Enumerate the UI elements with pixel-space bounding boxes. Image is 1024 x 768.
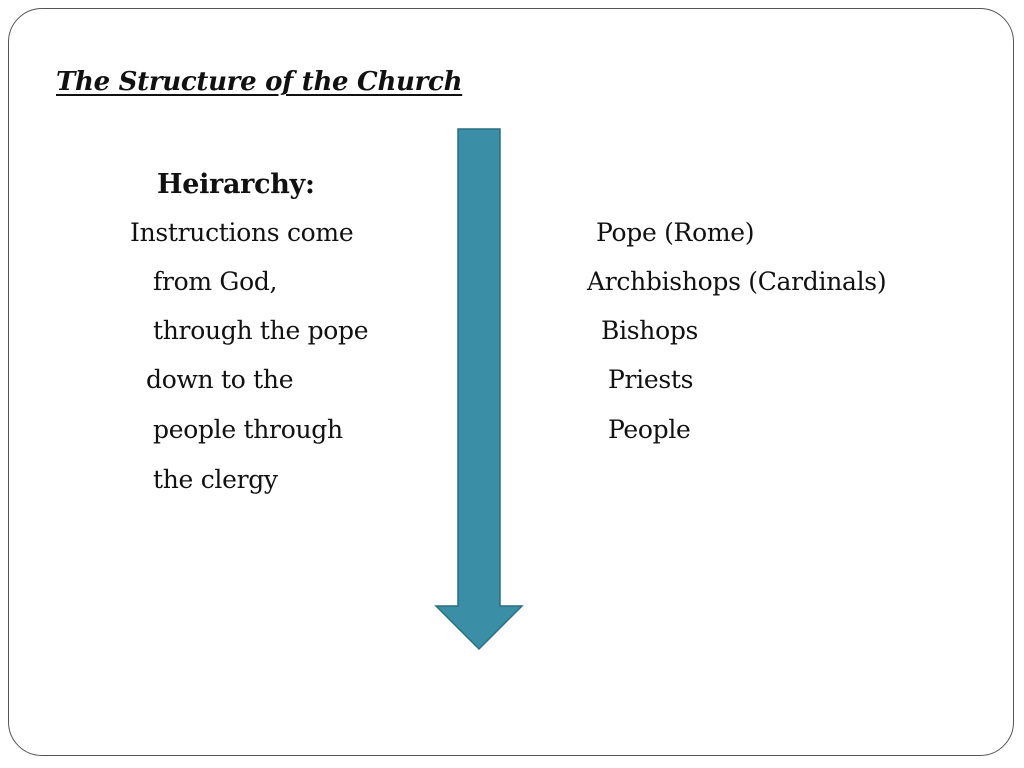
rank-item-bishops: Bishops (601, 316, 699, 345)
description-line: Instructions come (130, 218, 354, 247)
slide (8, 8, 1014, 756)
rank-item-archbishops: Archbishops (Cardinals) (587, 267, 887, 296)
description-line: down to the (146, 365, 294, 394)
description-line: from God, (153, 267, 278, 296)
slide-title: The Structure of the Church (56, 67, 463, 97)
description-line: through the pope (153, 316, 369, 345)
rank-item-priests: Priests (608, 365, 694, 394)
rank-item-people: People (608, 415, 691, 444)
down-arrow-icon (434, 127, 524, 651)
description-line: the clergy (153, 465, 278, 494)
description-line: people through (153, 415, 343, 444)
rank-item-pope: Pope (Rome) (596, 218, 755, 247)
hierarchy-heading: Heirarchy: (157, 169, 315, 200)
